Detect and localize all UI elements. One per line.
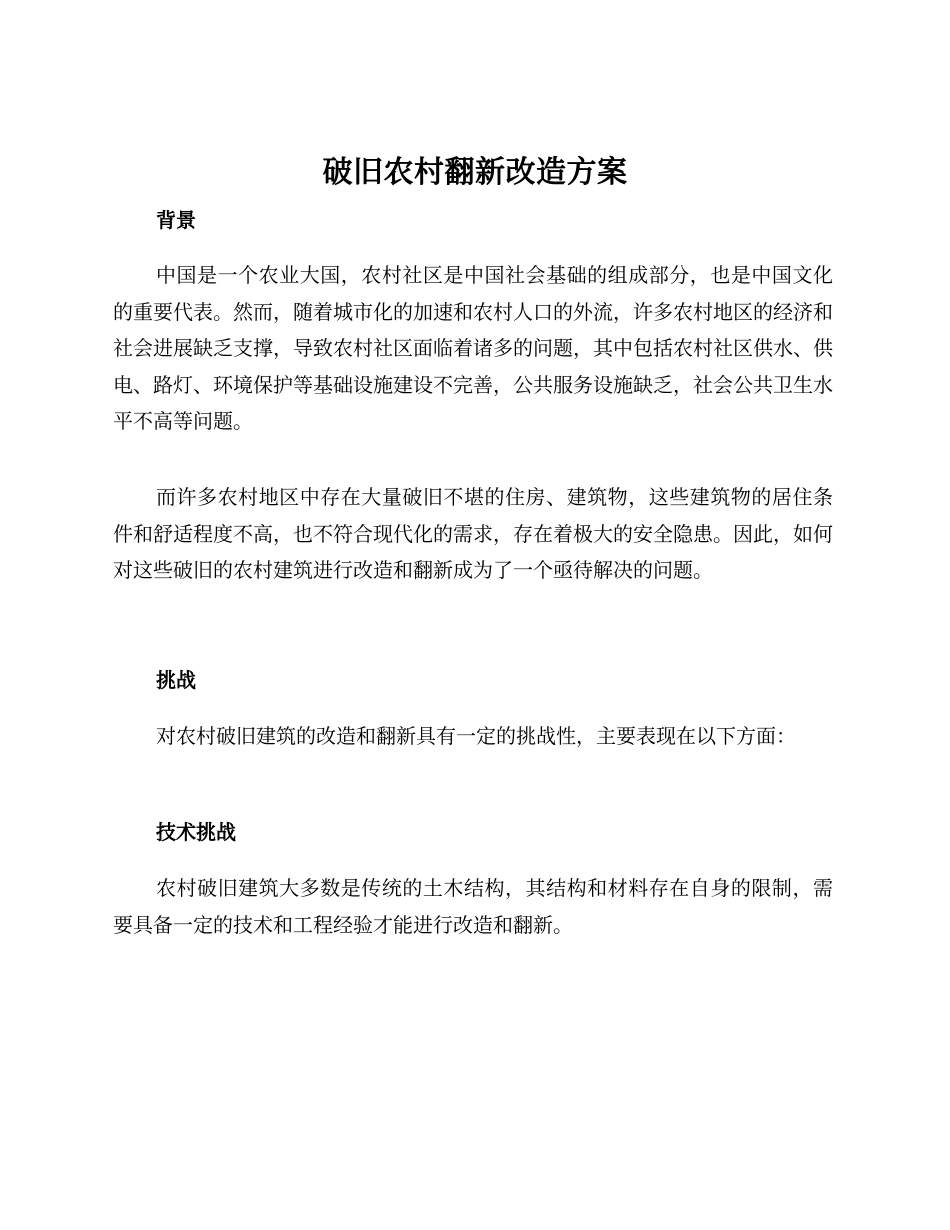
- paragraph-challenge: 对农村破旧建筑的改造和翻新具有一定的挑战性，主要表现在以下方面：: [156, 724, 796, 748]
- paragraph-background-1: 中国是一个农业大国，农村社区是中国社会基础的组成部分，也是中国文化的重要代表。然而，随着城市化的加速和农村人口的外流，许多农村地区的经济和社会进展缺乏支撑，导致农村社区面临着诸多的问题，其中包括农村社区供水、供电、路灯、环境保护等基础设施建设不完善，公共服务设施缺乏，社会公共卫生水平不高等问题。: [113, 263, 833, 433]
- paragraph-background-2: 而许多农村地区中存在大量破旧不堪的住房、建筑物，这些建筑物的居住条件和舒适程度不高，也不符合现代化的需求，存在着极大的安全隐患。因此，如何对这些破旧的农村建筑进行改造和翻新成为了一个亟待解决的问题。: [113, 485, 833, 582]
- paragraph-technical-challenge: 农村破旧建筑大多数是传统的土木结构，其结构和材料存在自身的限制，需要具备一定的技术和工程经验才能进行改造和翻新。: [113, 876, 833, 937]
- section-heading-technical-challenge: 技术挑战: [156, 820, 236, 844]
- section-heading-background: 背景: [156, 208, 196, 232]
- section-heading-challenge: 挑战: [156, 668, 196, 692]
- document-title: 破旧农村翻新改造方案: [322, 155, 628, 190]
